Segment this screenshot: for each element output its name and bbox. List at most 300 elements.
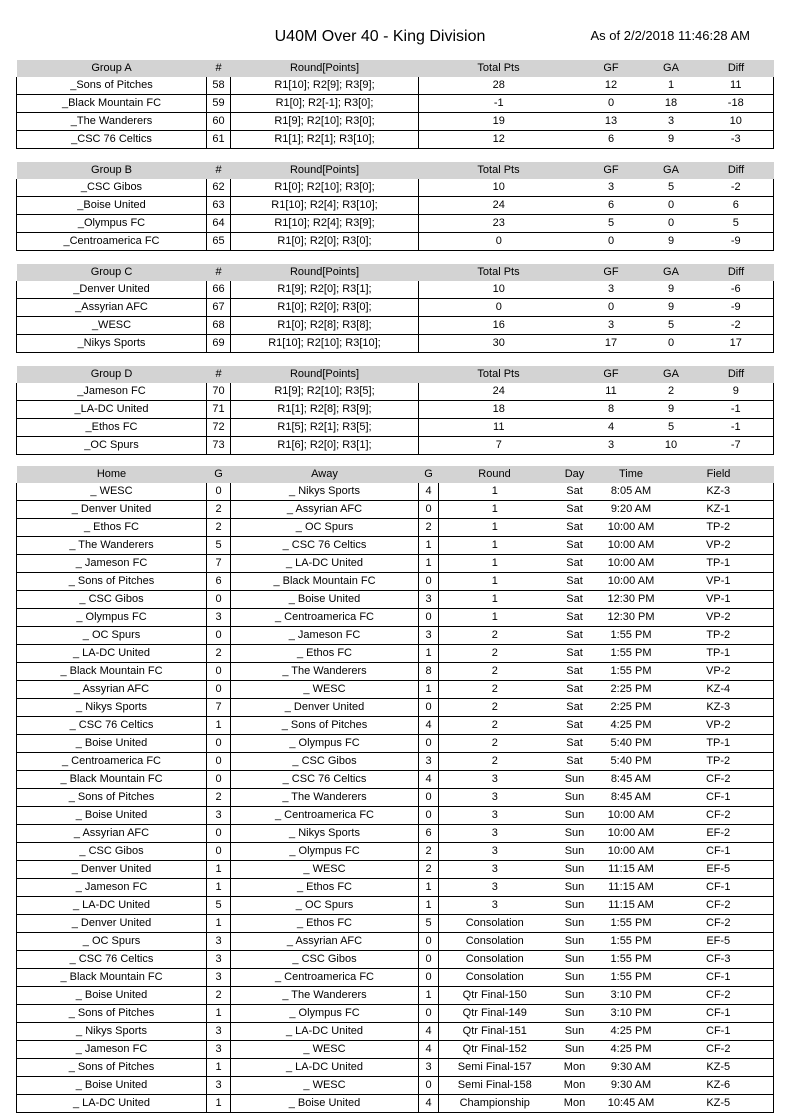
- home-team: _ CSC Gibos: [17, 591, 207, 609]
- time: 9:30 AM: [599, 1077, 664, 1095]
- away-goals: 4: [419, 483, 439, 501]
- team-number: 68: [207, 317, 231, 335]
- group-table: [16, 366, 774, 455]
- goal-diff: -9: [699, 233, 774, 251]
- table-row: [17, 825, 774, 843]
- group-table: [16, 60, 774, 149]
- away-goals: 4: [419, 1041, 439, 1059]
- round: 1: [439, 573, 551, 591]
- round: 3: [439, 771, 551, 789]
- away-goals: 1: [419, 681, 439, 699]
- field: VP-2: [664, 717, 774, 735]
- home-goals: 1: [207, 879, 231, 897]
- away-goals: 4: [419, 1095, 439, 1113]
- time: 10:00 AM: [599, 843, 664, 861]
- team-name: _Olympus FC: [17, 215, 207, 233]
- time: 3:10 PM: [599, 987, 664, 1005]
- away-goals: 2: [419, 519, 439, 537]
- away-team: _ The Wanderers: [231, 663, 419, 681]
- day: Sun: [551, 807, 599, 825]
- team-number: 59: [207, 95, 231, 113]
- group-table: [16, 264, 774, 353]
- field: CF-2: [664, 915, 774, 933]
- home-goals: 0: [207, 627, 231, 645]
- round-points: R1[6]; R2[0]; R3[1];: [231, 437, 419, 455]
- column-header: GA: [644, 366, 699, 383]
- away-team: _ Ethos FC: [231, 879, 419, 897]
- home-goals: 1: [207, 915, 231, 933]
- goal-diff: -1: [699, 419, 774, 437]
- round: 1: [439, 609, 551, 627]
- day: Sun: [551, 951, 599, 969]
- table-row: [17, 969, 774, 987]
- home-goals: 0: [207, 771, 231, 789]
- goal-diff: -2: [699, 317, 774, 335]
- team-name: _Black Mountain FC: [17, 95, 207, 113]
- table-row: [17, 299, 774, 317]
- home-team: _ Sons of Pitches: [17, 1005, 207, 1023]
- goals-against: 5: [644, 179, 699, 197]
- field: VP-2: [664, 609, 774, 627]
- goals-against: 18: [644, 95, 699, 113]
- day: Sun: [551, 825, 599, 843]
- home-team: _ Boise United: [17, 735, 207, 753]
- home-goals: 1: [207, 861, 231, 879]
- field: KZ-3: [664, 483, 774, 501]
- round: 2: [439, 681, 551, 699]
- goals-against: 0: [644, 215, 699, 233]
- away-goals: 5: [419, 915, 439, 933]
- day: Sat: [551, 753, 599, 771]
- table-row: [17, 1095, 774, 1113]
- table-row: [17, 933, 774, 951]
- home-team: _ CSC Gibos: [17, 843, 207, 861]
- goals-for: 6: [579, 197, 644, 215]
- home-team: _ Nikys Sports: [17, 1023, 207, 1041]
- home-team: _ Boise United: [17, 807, 207, 825]
- round-points: R1[1]; R2[1]; R3[10];: [231, 131, 419, 149]
- home-goals: 0: [207, 735, 231, 753]
- goals-against: 10: [644, 437, 699, 455]
- away-team: _ Ethos FC: [231, 645, 419, 663]
- time: 8:05 AM: [599, 483, 664, 501]
- time: 2:25 PM: [599, 681, 664, 699]
- home-goals: 3: [207, 807, 231, 825]
- goals-for: 8: [579, 401, 644, 419]
- goals-against: 5: [644, 317, 699, 335]
- table-row: [17, 179, 774, 197]
- round: Qtr Final-150: [439, 987, 551, 1005]
- time: 10:00 AM: [599, 537, 664, 555]
- away-goals: 0: [419, 699, 439, 717]
- day: Sat: [551, 699, 599, 717]
- home-team: _ Jameson FC: [17, 555, 207, 573]
- column-header: Diff: [699, 162, 774, 179]
- away-goals: 0: [419, 609, 439, 627]
- home-goals: 3: [207, 933, 231, 951]
- day: Mon: [551, 1059, 599, 1077]
- home-goals: 3: [207, 951, 231, 969]
- round: 2: [439, 663, 551, 681]
- as-of-timestamp: As of 2/2/2018 11:46:28 AM: [590, 28, 750, 43]
- goals-for: 13: [579, 113, 644, 131]
- table-row: [17, 789, 774, 807]
- column-header: G: [207, 466, 231, 483]
- total-points: -1: [419, 95, 579, 113]
- day: Sun: [551, 771, 599, 789]
- column-header: GF: [579, 264, 644, 281]
- total-points: 30: [419, 335, 579, 353]
- home-team: _ Sons of Pitches: [17, 789, 207, 807]
- round: 2: [439, 699, 551, 717]
- round-points: R1[0]; R2[8]; R3[8];: [231, 317, 419, 335]
- time: 3:10 PM: [599, 1005, 664, 1023]
- table-row: [17, 771, 774, 789]
- day: Sat: [551, 681, 599, 699]
- field: EF-5: [664, 933, 774, 951]
- table-row: [17, 113, 774, 131]
- team-name: _LA-DC United: [17, 401, 207, 419]
- column-header: GF: [579, 162, 644, 179]
- away-team: _ LA-DC United: [231, 1023, 419, 1041]
- away-goals: 3: [419, 753, 439, 771]
- goals-for: 0: [579, 95, 644, 113]
- column-header: Total Pts: [419, 366, 579, 383]
- home-team: _ LA-DC United: [17, 897, 207, 915]
- field: CF-1: [664, 1023, 774, 1041]
- away-goals: 0: [419, 1005, 439, 1023]
- time: 11:15 AM: [599, 861, 664, 879]
- home-team: _ Centroamerica FC: [17, 753, 207, 771]
- goals-against: 3: [644, 113, 699, 131]
- column-header: Diff: [699, 366, 774, 383]
- table-row: [17, 519, 774, 537]
- home-team: _ Ethos FC: [17, 519, 207, 537]
- column-header: Total Pts: [419, 162, 579, 179]
- home-goals: 1: [207, 1095, 231, 1113]
- home-team: _ Olympus FC: [17, 609, 207, 627]
- column-header: #: [207, 162, 231, 179]
- away-team: _ The Wanderers: [231, 789, 419, 807]
- field: CF-1: [664, 1005, 774, 1023]
- away-team: _ Olympus FC: [231, 1005, 419, 1023]
- goals-for: 3: [579, 281, 644, 299]
- table-row: [17, 915, 774, 933]
- table-row: [17, 537, 774, 555]
- table-row: [17, 401, 774, 419]
- day: Sun: [551, 861, 599, 879]
- page-title: U40M Over 40 - King Division: [274, 28, 486, 45]
- away-goals: 0: [419, 1077, 439, 1095]
- goals-against: 2: [644, 383, 699, 401]
- total-points: 28: [419, 77, 579, 95]
- table-row: [17, 383, 774, 401]
- table-row: [17, 281, 774, 299]
- away-goals: 4: [419, 1023, 439, 1041]
- column-header: Round[Points]: [231, 60, 419, 77]
- round-points: R1[9]; R2[10]; R3[0];: [231, 113, 419, 131]
- away-goals: 2: [419, 843, 439, 861]
- round-points: R1[10]; R2[10]; R3[10];: [231, 335, 419, 353]
- goals-against: 9: [644, 281, 699, 299]
- table-row: [17, 663, 774, 681]
- round: Consolation: [439, 951, 551, 969]
- goals-for: 12: [579, 77, 644, 95]
- day: Sun: [551, 897, 599, 915]
- day: Mon: [551, 1077, 599, 1095]
- time: 10:00 AM: [599, 807, 664, 825]
- away-team: _ WESC: [231, 861, 419, 879]
- time: 1:55 PM: [599, 969, 664, 987]
- away-goals: 1: [419, 987, 439, 1005]
- field: CF-3: [664, 951, 774, 969]
- goals-against: 1: [644, 77, 699, 95]
- home-team: _ Assyrian AFC: [17, 681, 207, 699]
- time: 9:20 AM: [599, 501, 664, 519]
- round-points: R1[9]; R2[10]; R3[5];: [231, 383, 419, 401]
- column-header: GF: [579, 60, 644, 77]
- away-goals: 0: [419, 735, 439, 753]
- day: Sat: [551, 555, 599, 573]
- column-header: Home: [17, 466, 207, 483]
- round-points: R1[10]; R2[9]; R3[9];: [231, 77, 419, 95]
- time: 8:45 AM: [599, 789, 664, 807]
- team-number: 61: [207, 131, 231, 149]
- field: KZ-1: [664, 501, 774, 519]
- team-name: _CSC 76 Celtics: [17, 131, 207, 149]
- table-row: [17, 1041, 774, 1059]
- day: Sat: [551, 645, 599, 663]
- away-team: _ WESC: [231, 1041, 419, 1059]
- round-points: R1[10]; R2[4]; R3[9];: [231, 215, 419, 233]
- home-team: _ Black Mountain FC: [17, 771, 207, 789]
- column-header: Round: [439, 466, 551, 483]
- home-goals: 6: [207, 573, 231, 591]
- column-header: #: [207, 366, 231, 383]
- table-row: [17, 987, 774, 1005]
- team-number: 58: [207, 77, 231, 95]
- team-name: _Nikys Sports: [17, 335, 207, 353]
- home-goals: 3: [207, 1023, 231, 1041]
- time: 10:45 AM: [599, 1095, 664, 1113]
- time: 1:55 PM: [599, 915, 664, 933]
- day: Sun: [551, 1041, 599, 1059]
- day: Sat: [551, 501, 599, 519]
- home-goals: 2: [207, 519, 231, 537]
- total-points: 11: [419, 419, 579, 437]
- goals-for: 17: [579, 335, 644, 353]
- team-name: _Boise United: [17, 197, 207, 215]
- home-goals: 2: [207, 789, 231, 807]
- table-row: [17, 573, 774, 591]
- table-row: [17, 753, 774, 771]
- round: Qtr Final-151: [439, 1023, 551, 1041]
- table-row: [17, 735, 774, 753]
- home-team: _ CSC 76 Celtics: [17, 951, 207, 969]
- field: VP-2: [664, 663, 774, 681]
- away-goals: 3: [419, 591, 439, 609]
- home-goals: 2: [207, 645, 231, 663]
- team-number: 72: [207, 419, 231, 437]
- field: CF-2: [664, 987, 774, 1005]
- home-goals: 1: [207, 717, 231, 735]
- round: 1: [439, 501, 551, 519]
- total-points: 0: [419, 299, 579, 317]
- away-team: _ Ethos FC: [231, 915, 419, 933]
- away-team: _ WESC: [231, 1077, 419, 1095]
- goal-diff: 5: [699, 215, 774, 233]
- team-number: 67: [207, 299, 231, 317]
- day: Sun: [551, 789, 599, 807]
- field: TP-2: [664, 519, 774, 537]
- round-points: R1[5]; R2[1]; R3[5];: [231, 419, 419, 437]
- goals-against: 0: [644, 335, 699, 353]
- time: 10:00 AM: [599, 825, 664, 843]
- goals-against: 9: [644, 401, 699, 419]
- away-team: _ Olympus FC: [231, 843, 419, 861]
- time: 4:25 PM: [599, 717, 664, 735]
- away-team: _ OC Spurs: [231, 897, 419, 915]
- goal-diff: -2: [699, 179, 774, 197]
- time: 12:30 PM: [599, 609, 664, 627]
- time: 11:15 AM: [599, 879, 664, 897]
- home-goals: 1: [207, 1059, 231, 1077]
- schedule-header-row: [17, 466, 774, 483]
- home-team: _ LA-DC United: [17, 645, 207, 663]
- home-goals: 7: [207, 699, 231, 717]
- total-points: 10: [419, 281, 579, 299]
- round: 1: [439, 555, 551, 573]
- team-number: 69: [207, 335, 231, 353]
- home-goals: 3: [207, 969, 231, 987]
- day: Sun: [551, 843, 599, 861]
- away-goals: 8: [419, 663, 439, 681]
- goals-against: 5: [644, 419, 699, 437]
- table-row: [17, 591, 774, 609]
- field: CF-1: [664, 969, 774, 987]
- round: 3: [439, 807, 551, 825]
- time: 2:25 PM: [599, 699, 664, 717]
- table-row: [17, 483, 774, 501]
- away-goals: 1: [419, 645, 439, 663]
- field: KZ-5: [664, 1059, 774, 1077]
- table-row: [17, 861, 774, 879]
- table-row: [17, 645, 774, 663]
- day: Sun: [551, 879, 599, 897]
- table-row: [17, 501, 774, 519]
- round: Qtr Final-149: [439, 1005, 551, 1023]
- team-name: _Centroamerica FC: [17, 233, 207, 251]
- away-goals: 1: [419, 879, 439, 897]
- round: Championship: [439, 1095, 551, 1113]
- field: TP-2: [664, 753, 774, 771]
- team-number: 65: [207, 233, 231, 251]
- goals-for: 6: [579, 131, 644, 149]
- time: 12:30 PM: [599, 591, 664, 609]
- group-name: Group A: [17, 60, 207, 77]
- away-team: _ Nikys Sports: [231, 825, 419, 843]
- table-row: [17, 419, 774, 437]
- goal-diff: 11: [699, 77, 774, 95]
- goal-diff: 17: [699, 335, 774, 353]
- home-goals: 1: [207, 1005, 231, 1023]
- total-points: 19: [419, 113, 579, 131]
- total-points: 23: [419, 215, 579, 233]
- away-goals: 1: [419, 555, 439, 573]
- team-name: _CSC Gibos: [17, 179, 207, 197]
- day: Sat: [551, 609, 599, 627]
- day: Sat: [551, 573, 599, 591]
- team-name: _Denver United: [17, 281, 207, 299]
- time: 9:30 AM: [599, 1059, 664, 1077]
- team-name: _Sons of Pitches: [17, 77, 207, 95]
- team-number: 60: [207, 113, 231, 131]
- round: 1: [439, 591, 551, 609]
- time: 1:55 PM: [599, 627, 664, 645]
- field: TP-1: [664, 645, 774, 663]
- home-goals: 5: [207, 537, 231, 555]
- round: 1: [439, 519, 551, 537]
- team-name: _Assyrian AFC: [17, 299, 207, 317]
- goals-for: 0: [579, 233, 644, 251]
- home-goals: 2: [207, 501, 231, 519]
- column-header: Total Pts: [419, 60, 579, 77]
- field: KZ-4: [664, 681, 774, 699]
- round-points: R1[10]; R2[4]; R3[10];: [231, 197, 419, 215]
- table-row: [17, 609, 774, 627]
- round: 2: [439, 627, 551, 645]
- table-row: [17, 1005, 774, 1023]
- round: 2: [439, 717, 551, 735]
- group-name: Group D: [17, 366, 207, 383]
- day: Sun: [551, 933, 599, 951]
- table-row: [17, 951, 774, 969]
- goal-diff: -7: [699, 437, 774, 455]
- table-row: [17, 317, 774, 335]
- table-row: [17, 555, 774, 573]
- away-team: _ Centroamerica FC: [231, 807, 419, 825]
- home-goals: 2: [207, 987, 231, 1005]
- table-row: [17, 77, 774, 95]
- column-header: Round[Points]: [231, 264, 419, 281]
- field: EF-5: [664, 861, 774, 879]
- home-goals: 0: [207, 825, 231, 843]
- home-team: _ CSC 76 Celtics: [17, 717, 207, 735]
- goal-diff: 9: [699, 383, 774, 401]
- column-header: Time: [599, 466, 664, 483]
- goals-for: 3: [579, 179, 644, 197]
- column-header: Diff: [699, 60, 774, 77]
- round-points: R1[0]; R2[10]; R3[0];: [231, 179, 419, 197]
- field: CF-1: [664, 843, 774, 861]
- goals-for: 0: [579, 299, 644, 317]
- team-number: 71: [207, 401, 231, 419]
- day: Sat: [551, 627, 599, 645]
- away-goals: 0: [419, 789, 439, 807]
- group-header-row: [17, 60, 774, 77]
- away-goals: 3: [419, 1059, 439, 1077]
- team-name: _OC Spurs: [17, 437, 207, 455]
- table-row: [17, 807, 774, 825]
- column-header: Field: [664, 466, 774, 483]
- away-team: _ Assyrian AFC: [231, 501, 419, 519]
- day: Sun: [551, 969, 599, 987]
- field: CF-2: [664, 771, 774, 789]
- field: KZ-5: [664, 1095, 774, 1113]
- table-row: [17, 131, 774, 149]
- away-goals: 0: [419, 573, 439, 591]
- column-header: Away: [231, 466, 419, 483]
